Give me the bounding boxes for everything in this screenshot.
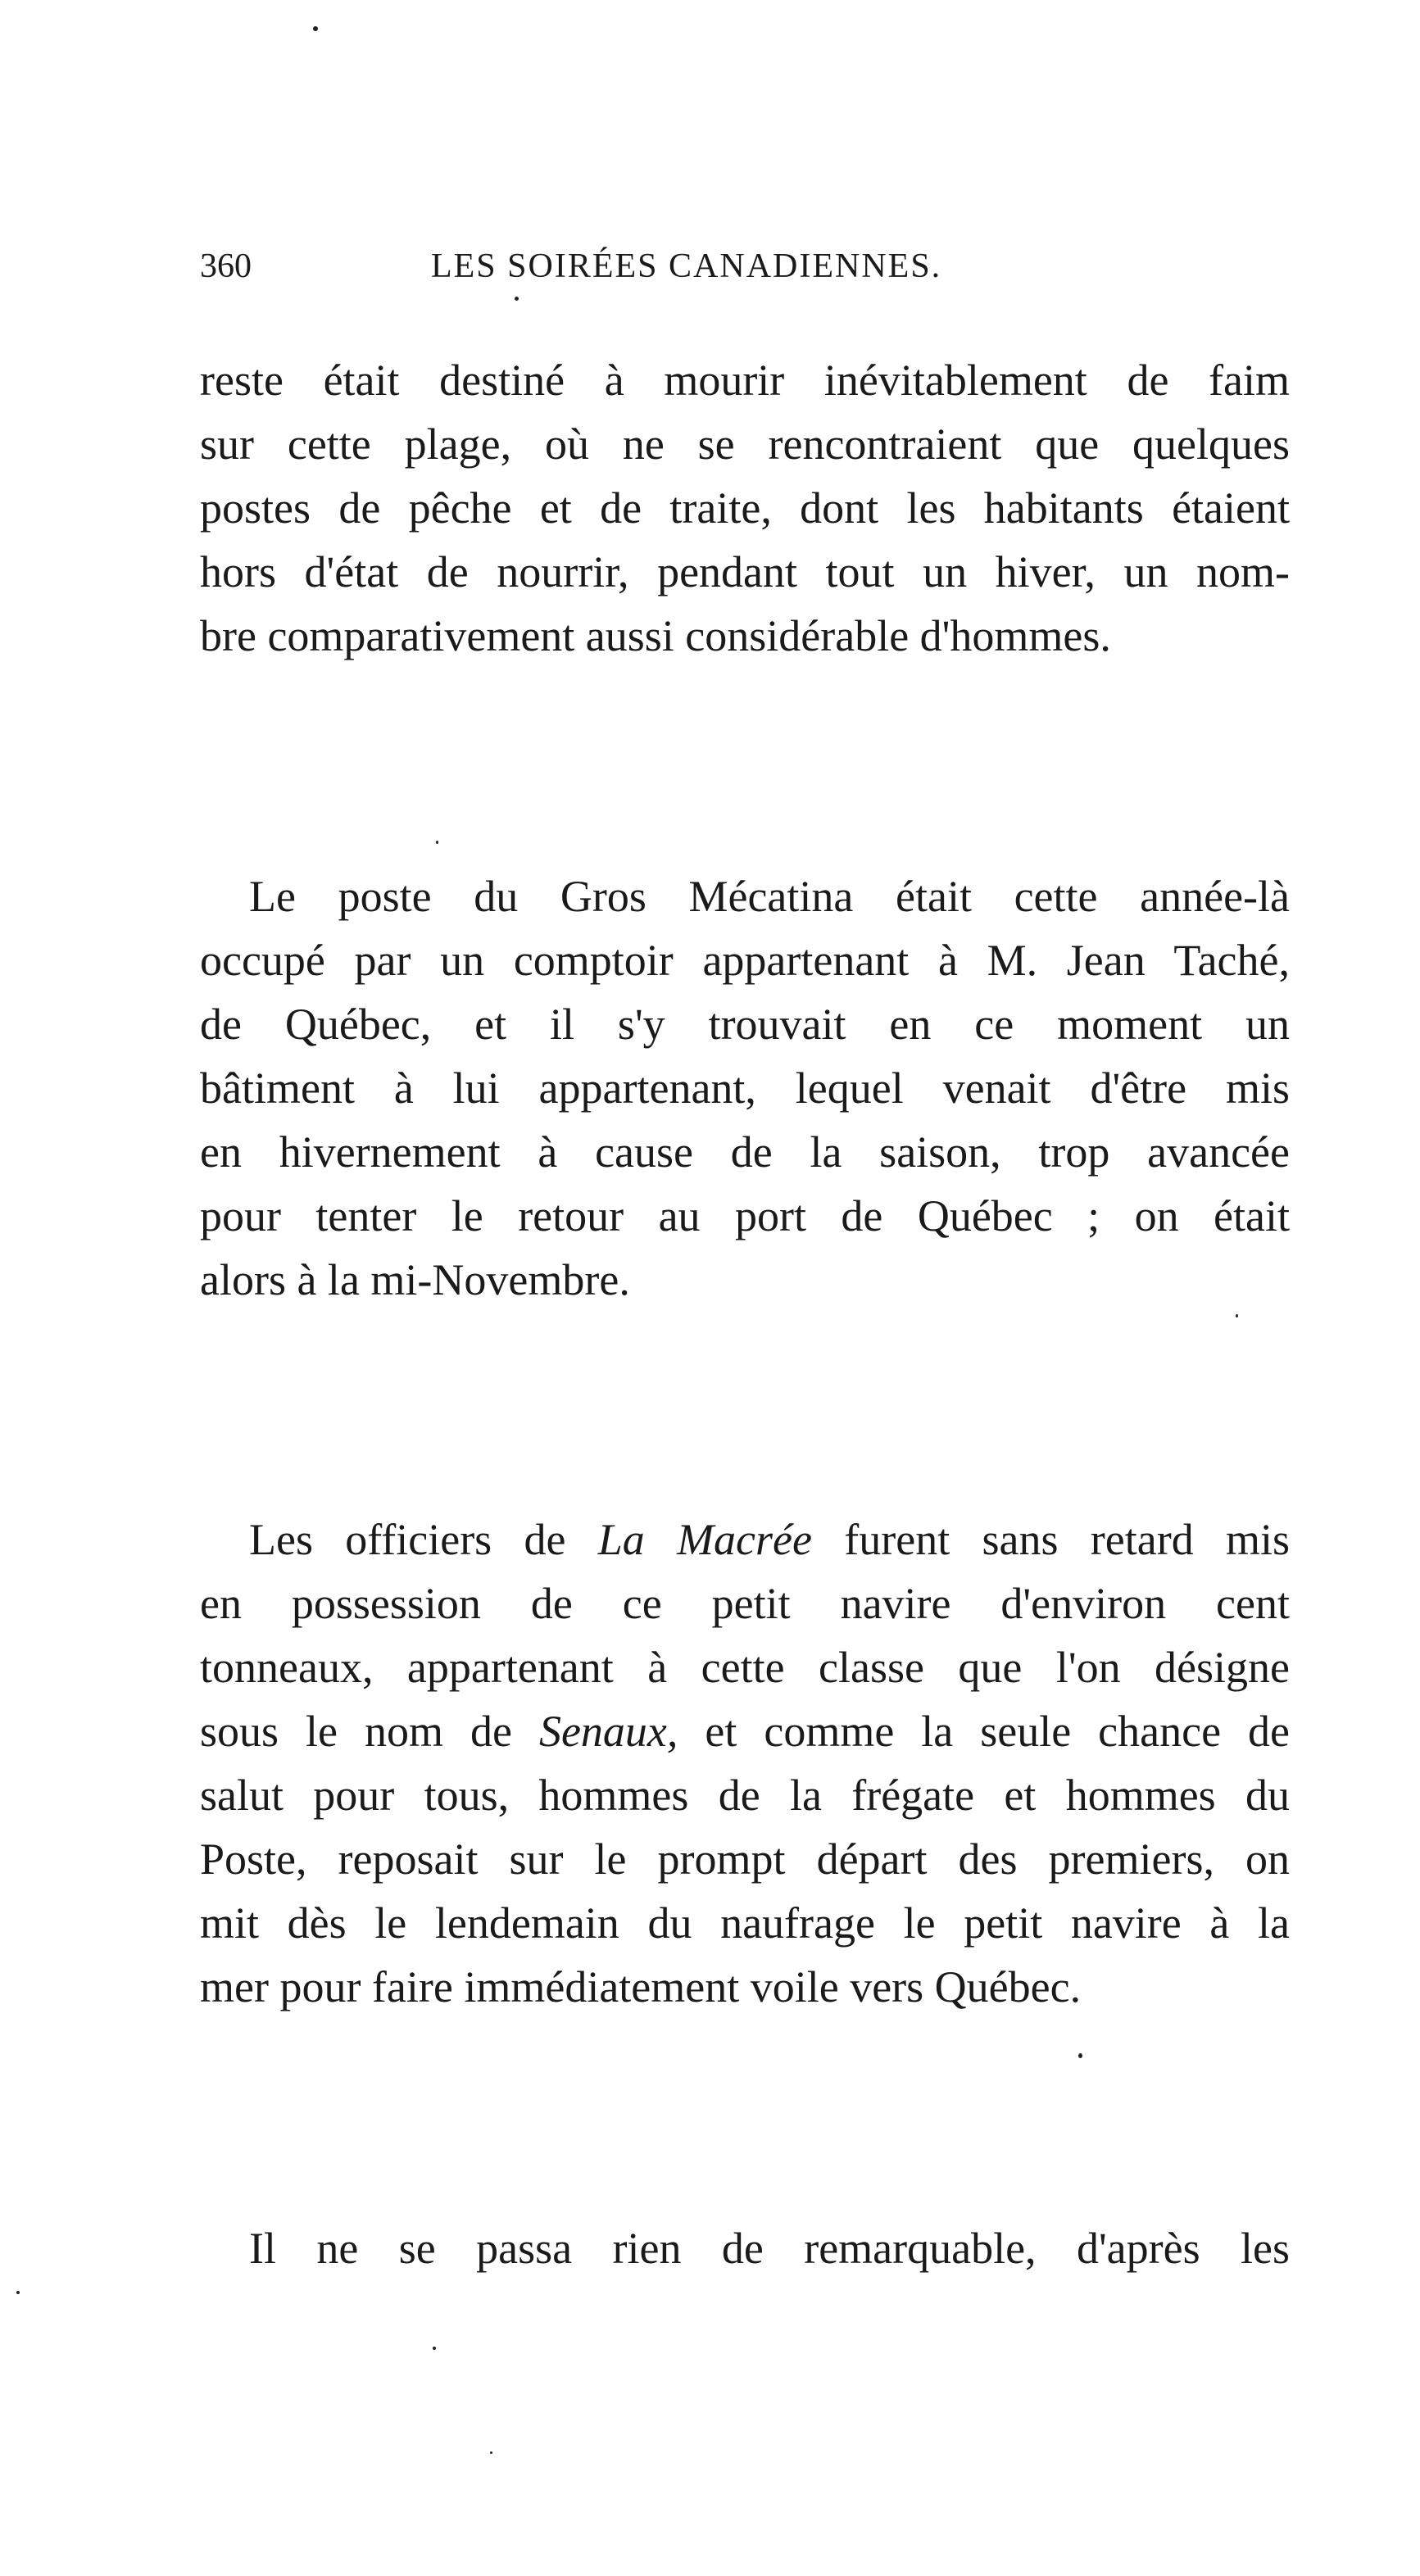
text-line: bre comparativement aussi considérable d'hommes. xyxy=(200,611,1111,660)
running-title: LES SOIRÉES CANADIENNES. xyxy=(431,247,942,285)
text-line: Il ne se passa rien de remarquable, d'après les xyxy=(249,2224,1290,2273)
text-segment: furent sans retard mis xyxy=(844,1515,1291,1564)
text-line: occupé par un comptoir appartenant à M. Jean Taché, xyxy=(200,936,1290,985)
page-number: 360 xyxy=(200,247,252,285)
page-header xyxy=(200,238,1290,295)
scan-speck xyxy=(1078,2053,1082,2058)
text-segment: Les officiers de xyxy=(249,1515,566,1564)
text-line: en possession de ce petit navire d'environ cent xyxy=(200,1579,1290,1628)
text-line: mer pour faire immédiatement voile vers Québec. xyxy=(200,1962,1082,2011)
scan-speck xyxy=(1236,1314,1238,1317)
text-line: en hivernement à cause de la saison, trop avancée xyxy=(200,1127,1290,1177)
text-line: tonneaux, appartenant à cette classe que l'on désigne xyxy=(200,1643,1290,1692)
scan-speck xyxy=(16,2291,20,2294)
text-line: de Québec, et il s'y trouvait en ce moment un xyxy=(200,1000,1290,1049)
text-line: hors d'état de nourrir, pendant tout un hiver, un nom- xyxy=(200,547,1290,596)
scan-speck xyxy=(433,2347,436,2350)
text-line: bâtiment à lui appartenant, lequel venait d'être mis xyxy=(200,1064,1290,1113)
scan-speck xyxy=(490,2451,492,2454)
text-line: Poste, reposait sur le prompt départ des premiers, on xyxy=(200,1834,1290,1884)
text-segment: et comme la seule chance de xyxy=(705,1707,1291,1756)
text-line: mit dès le lendemain du naufrage le petit navire à la xyxy=(200,1898,1290,1948)
italic-term: Senaux, xyxy=(538,1707,678,1756)
scan-speck xyxy=(313,26,318,31)
italic-ship-name: La Macrée xyxy=(597,1515,812,1564)
text-line-mixed xyxy=(200,1508,1290,1571)
scan-speck xyxy=(515,297,519,301)
text-line: reste était destiné à mourir inévitablement de faim xyxy=(200,356,1290,405)
text-line-mixed xyxy=(200,1699,1290,1763)
text-line: salut pour tous, hommes de la frégate et hommes du xyxy=(200,1771,1290,1820)
text-line: Le poste du Gros Mécatina était cette année-là xyxy=(249,872,1290,921)
text-segment: sous le nom de xyxy=(200,1707,512,1756)
text-line: postes de pêche et de traite, dont les habitants étaient xyxy=(200,483,1290,533)
text-line: alors à la mi-Novembre. xyxy=(200,1255,630,1304)
text-line: pour tenter le retour au port de Québec ; on était xyxy=(200,1191,1290,1240)
text-line: sur cette plage, où ne se rencontraient que quelques xyxy=(200,420,1290,469)
scan-speck xyxy=(436,841,438,844)
